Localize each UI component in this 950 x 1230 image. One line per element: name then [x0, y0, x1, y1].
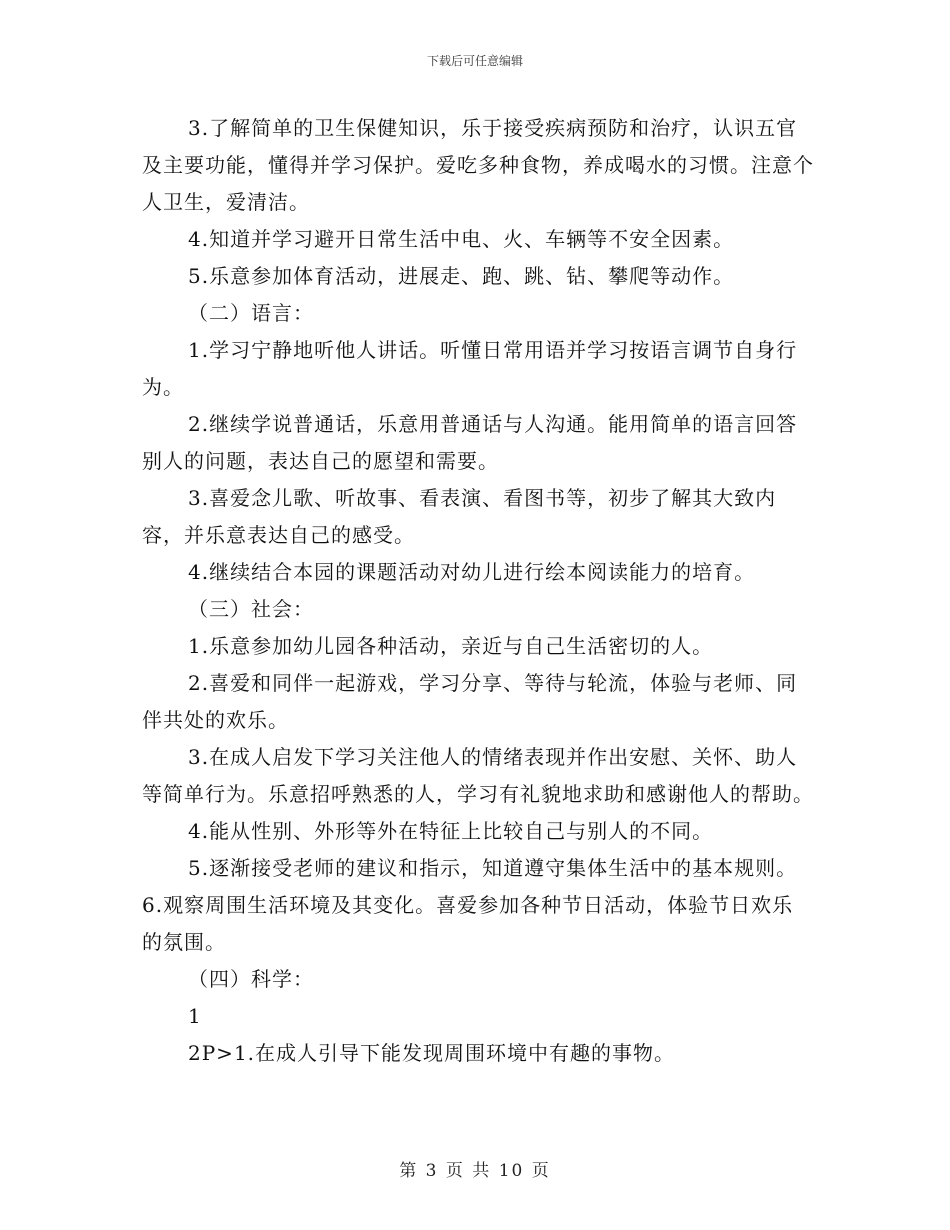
paragraph-health-5: 5.乐意参加体育活动，进展走、跑、跳、钻、攀爬等动作。 [188, 264, 735, 288]
paragraph-language-4: 4.继续结合本园的课题活动对幼儿进行绘本阅读能力的培育。 [188, 560, 756, 584]
paragraph-language-3: 3.喜爱念儿歌、听故事、看表演、看图书等，初步了解其大致内容，并乐意表达自己的感受。 [142, 486, 777, 547]
paragraph-science-number: 1 [188, 1004, 202, 1028]
paragraph-language-2: 2.继续学说普通话，乐意用普通话与人沟通。能用简单的语言回答别人的问题，表达自己的愿望和需要。 [142, 412, 798, 473]
paragraph-health-4: 4.知道并学习避开日常生活中电、火、车辆等不安全因素。 [188, 227, 735, 251]
paragraph-society-1: 1.乐意参加幼儿园各种活动，亲近与自己生活密切的人。 [188, 634, 714, 658]
paragraph-society-4: 4.能从性别、外形等外在特征上比较自己与别人的不同。 [188, 819, 714, 843]
paragraph-science-1: 2P>1.在成人引导下能发现周围环境中有趣的事物。 [188, 1041, 676, 1065]
page-footer: 第 3 页 共 10 页 [399, 1161, 551, 1181]
paragraph-language-1: 1.学习宁静地听他人讲话。听懂日常用语并学习按语言调节自身行为。 [142, 338, 798, 399]
section-heading-science: （四）科学： [188, 967, 314, 991]
paragraph-society-5: 5.逐渐接受老师的建议和指示，知道遵守集体生活中的基本规则。 [188, 856, 798, 880]
page-header: 下载后可任意编辑 [426, 54, 523, 68]
paragraph-health-3: 3.了解简单的卫生保健知识，乐于接受疾病预防和治疗，认识五官及主要功能，懂得并学习保护。爱吃多种食物，养成喝水的习惯。注意个人卫生，爱清洁。 [142, 116, 814, 214]
document-body [142, 110, 814, 1072]
paragraph-society-6: 6.观察周围生活环境及其变化。喜爱参加各种节日活动，体验节日欢乐的氛围。 [142, 893, 794, 954]
section-heading-society: （三）社会： [188, 597, 314, 621]
section-heading-language: （二）语言： [188, 301, 314, 325]
paragraph-society-3: 3.在成人启发下学习关注他人的情绪表现并作出安慰、关怀、助人等简单行为。乐意招呼熟悉的人，学习有礼貌地求助和感谢他人的帮助。 [142, 745, 814, 806]
paragraph-society-2: 2.喜爱和同伴一起游戏，学习分享、等待与轮流，体验与老师、同伴共处的欢乐。 [142, 671, 798, 732]
